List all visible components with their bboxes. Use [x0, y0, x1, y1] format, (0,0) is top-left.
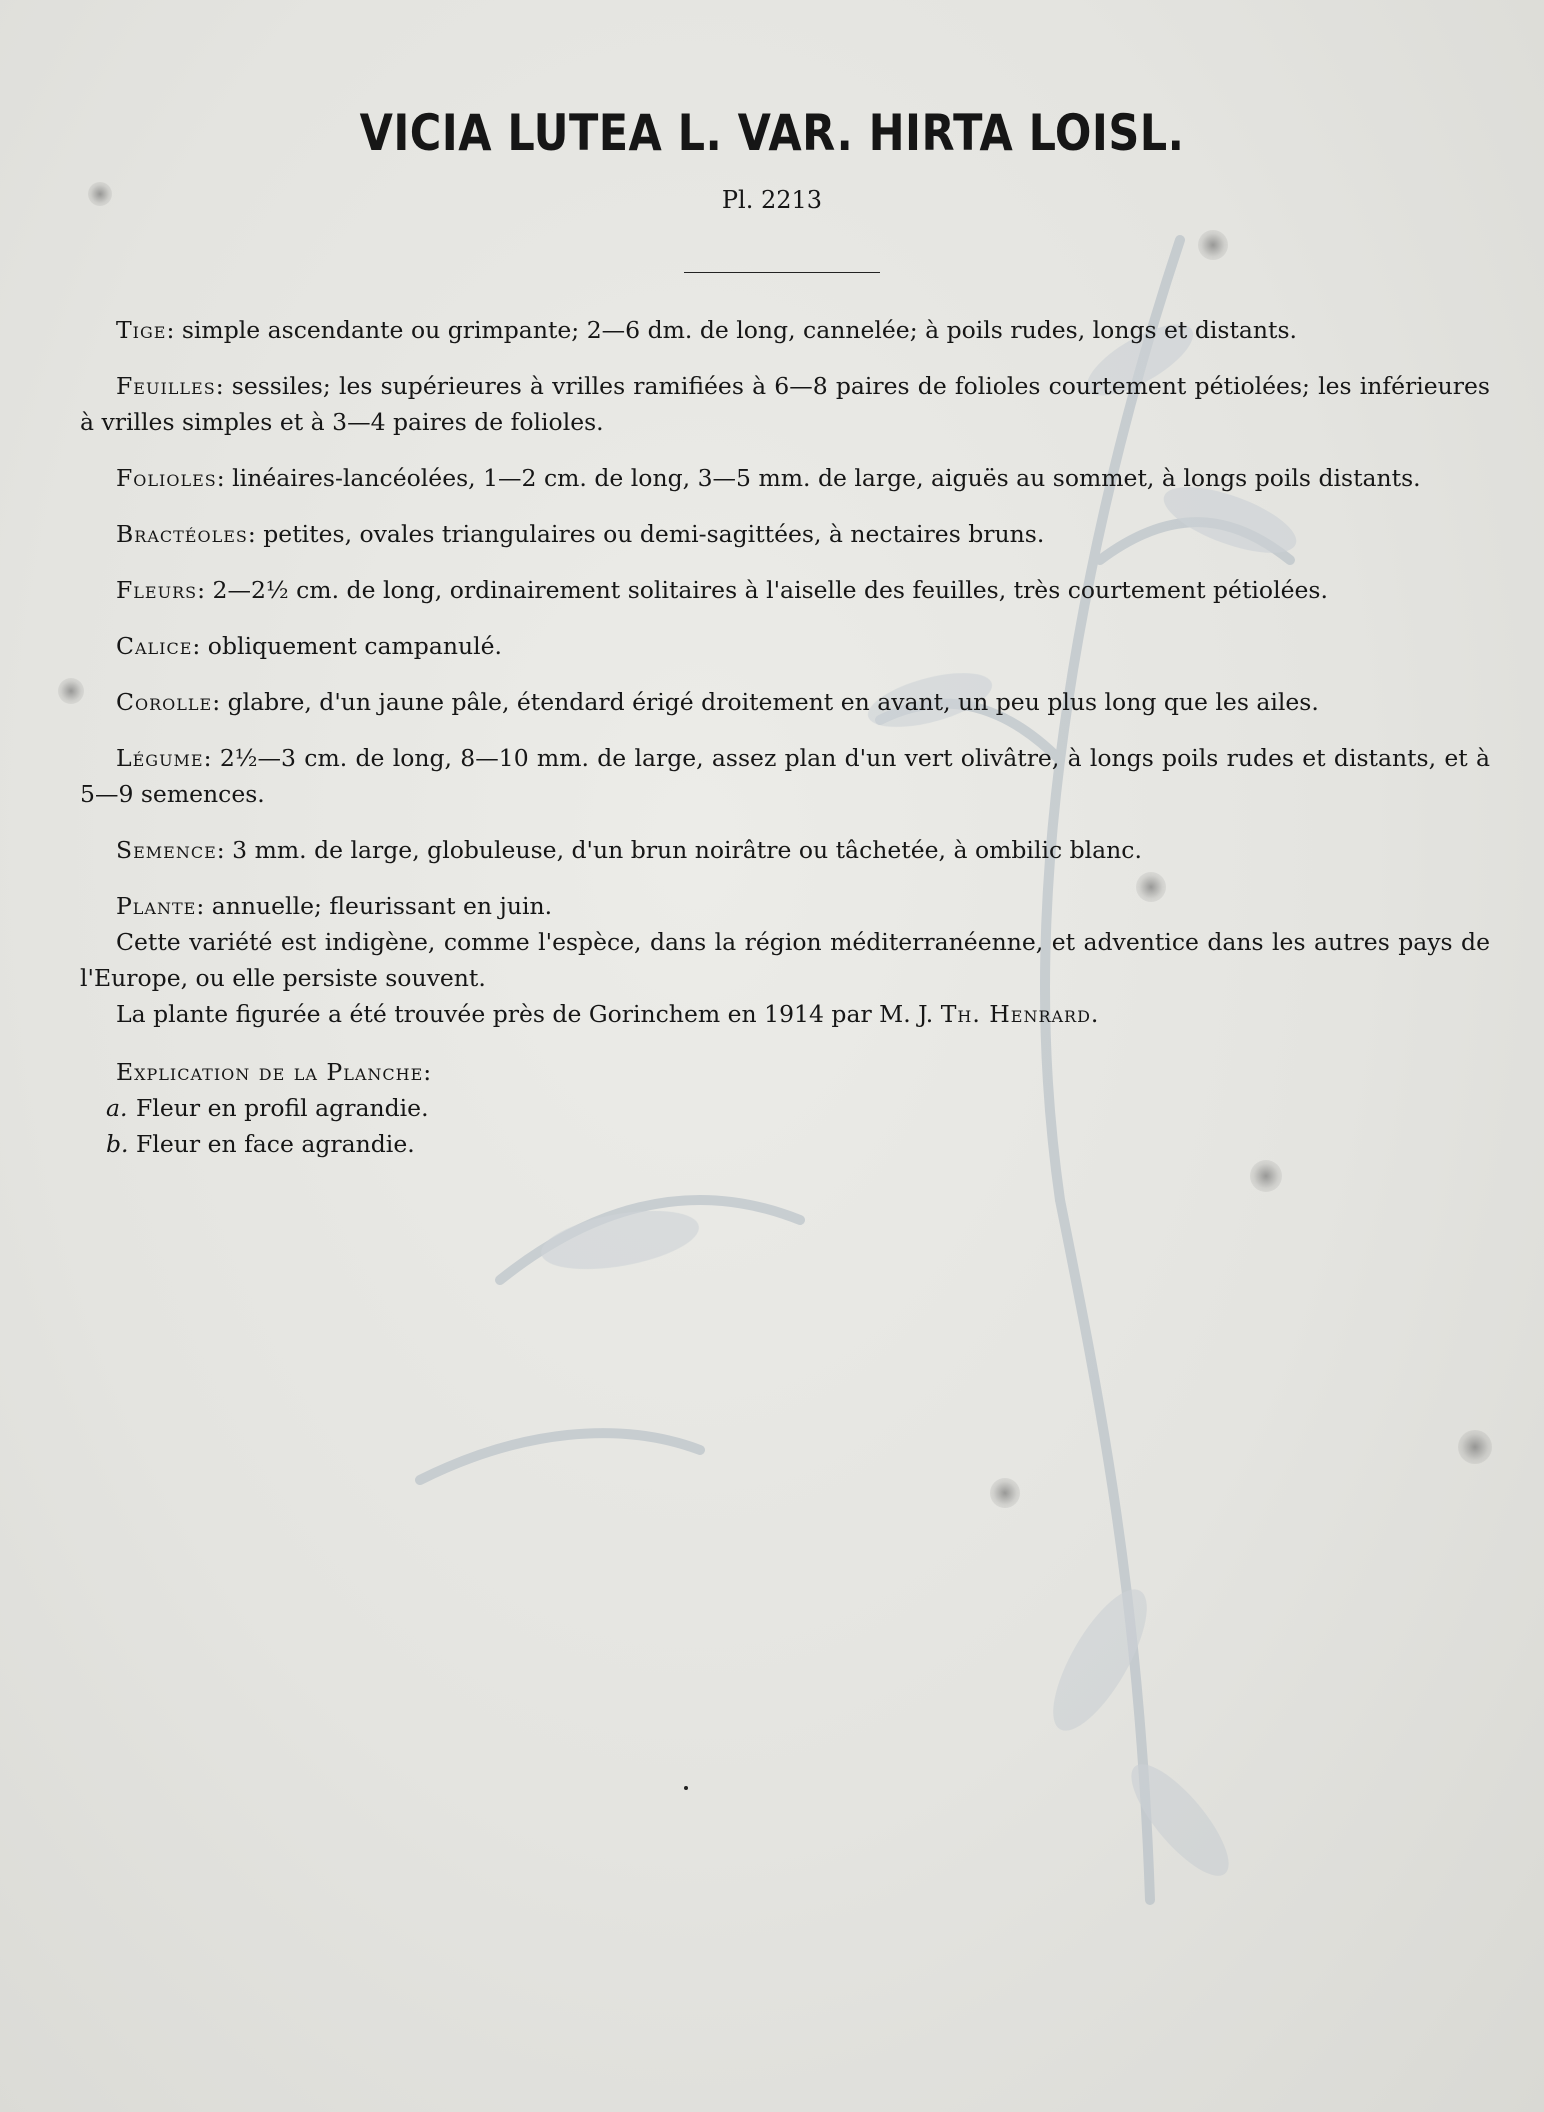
item-text: Fleur en face agrandie.	[136, 1130, 415, 1158]
section-term: Tige	[116, 316, 167, 344]
item-text: Fleur en profil agrandie.	[136, 1094, 429, 1122]
title-rule	[684, 272, 880, 273]
foxing-spot	[1458, 1430, 1492, 1464]
item-label: a.	[106, 1094, 128, 1122]
section-term: Folioles	[116, 464, 217, 492]
section-term: Légume	[116, 744, 204, 772]
collection-paragraph: La plante figurée a été trouvée près de Gorinchem en 1914 par M. J. Th. Henrard.	[116, 1000, 1099, 1028]
section-tige: Tige: simple ascendante ou grimpante; 2—6 dm. de long, cannelée; à poils rudes, longs et distants.	[116, 316, 1298, 344]
explication-item	[106, 1126, 1490, 1162]
collector-name: Th. Henrard	[940, 1000, 1091, 1028]
explication-item	[106, 1090, 1490, 1126]
section-corolle: Corolle: glabre, d'un jaune pâle, étendard érigé droitement en avant, un peu plus long que les ailes.	[116, 688, 1319, 716]
section-term: Plante	[116, 892, 197, 920]
page-mark-dot	[684, 1786, 688, 1790]
description-body	[80, 312, 1490, 1162]
section-feuilles: Feuilles: sessiles; les supérieures à vrilles ramifiées à 6—8 paires de folioles courtement pétiolées; les inférieures à vrilles simples et à 3—4 paires de folioles.	[80, 372, 1490, 436]
section-term: Bractéoles	[116, 520, 248, 548]
section-term: Fleurs	[116, 576, 198, 604]
section-bracteoles: Bractéoles: petites, ovales triangulaires ou demi-sagittées, à nectaires bruns.	[116, 520, 1045, 548]
section-semence: Semence: 3 mm. de large, globuleuse, d'un brun noirâtre ou tâchetée, à ombilic blanc.	[116, 836, 1142, 864]
section-text: petites, ovales triangulaires ou demi-sagittées, à nectaires bruns.	[263, 520, 1045, 548]
section-legume: Légume: 2½—3 cm. de long, 8—10 mm. de large, assez plan d'un vert olivâtre, à longs poils rudes et distants, et à 5—9 semences.	[80, 744, 1490, 808]
section-text: obliquement campanulé.	[207, 632, 503, 660]
section-text: simple ascendante ou grimpante; 2—6 dm. de long, cannelée; à poils rudes, longs et distants.	[181, 316, 1298, 344]
section-term: Calice	[116, 632, 193, 660]
item-label: b.	[106, 1130, 129, 1158]
section-text: 3 mm. de large, globuleuse, d'un brun noirâtre ou tâchetée, à ombilic blanc.	[232, 836, 1142, 864]
section-term: Corolle	[116, 688, 213, 716]
page-title: VICIA LUTEA L. VAR. HIRTA LOISL.	[359, 104, 1185, 162]
section-text: sessiles; les supérieures à vrilles ramifiées à 6—8 paires de folioles courtement pétiolées; les inférieures à vrilles simples et à 3—4 paires de folioles.	[80, 372, 1490, 436]
section-text: 2½—3 cm. de long, 8—10 mm. de large, assez plan d'un vert olivâtre, à longs poils rudes et distants, et à 5—9 semences.	[80, 744, 1490, 808]
section-calice: Calice: obliquement campanulé.	[116, 632, 503, 660]
section-term: Feuilles	[116, 372, 216, 400]
explication-heading: Explication de la Planche:	[116, 1058, 432, 1086]
section-plante: Plante: annuelle; fleurissant en juin.	[116, 892, 553, 920]
plate-number: Pl. 2213	[721, 186, 823, 214]
section-fleurs: Fleurs: 2—2½ cm. de long, ordinairement solitaires à l'aiselle des feuilles, très courtement pétiolées.	[116, 576, 1328, 604]
foxing-spot	[1250, 1160, 1282, 1192]
section-text: 2—2½ cm. de long, ordinairement solitaires à l'aiselle des feuilles, très courtement pétiolées.	[212, 576, 1328, 604]
distribution-paragraph: Cette variété est indigène, comme l'espèce, dans la région méditerranéenne, et adventice dans les autres pays de l'Europe, ou elle persiste souvent.	[80, 928, 1490, 992]
foxing-spot	[990, 1478, 1020, 1508]
section-text: annuelle; fleurissant en juin.	[211, 892, 553, 920]
foxing-spot	[1198, 230, 1228, 260]
section-text: glabre, d'un jaune pâle, étendard érigé droitement en avant, un peu plus long que les ailes.	[227, 688, 1319, 716]
section-term: Semence	[116, 836, 217, 864]
section-text: linéaires-lancéolées, 1—2 cm. de long, 3—5 mm. de large, aiguës au sommet, à longs poils distants.	[232, 464, 1421, 492]
section-folioles: Folioles: linéaires-lancéolées, 1—2 cm. de long, 3—5 mm. de large, aiguës au sommet, à longs poils distants.	[116, 464, 1421, 492]
